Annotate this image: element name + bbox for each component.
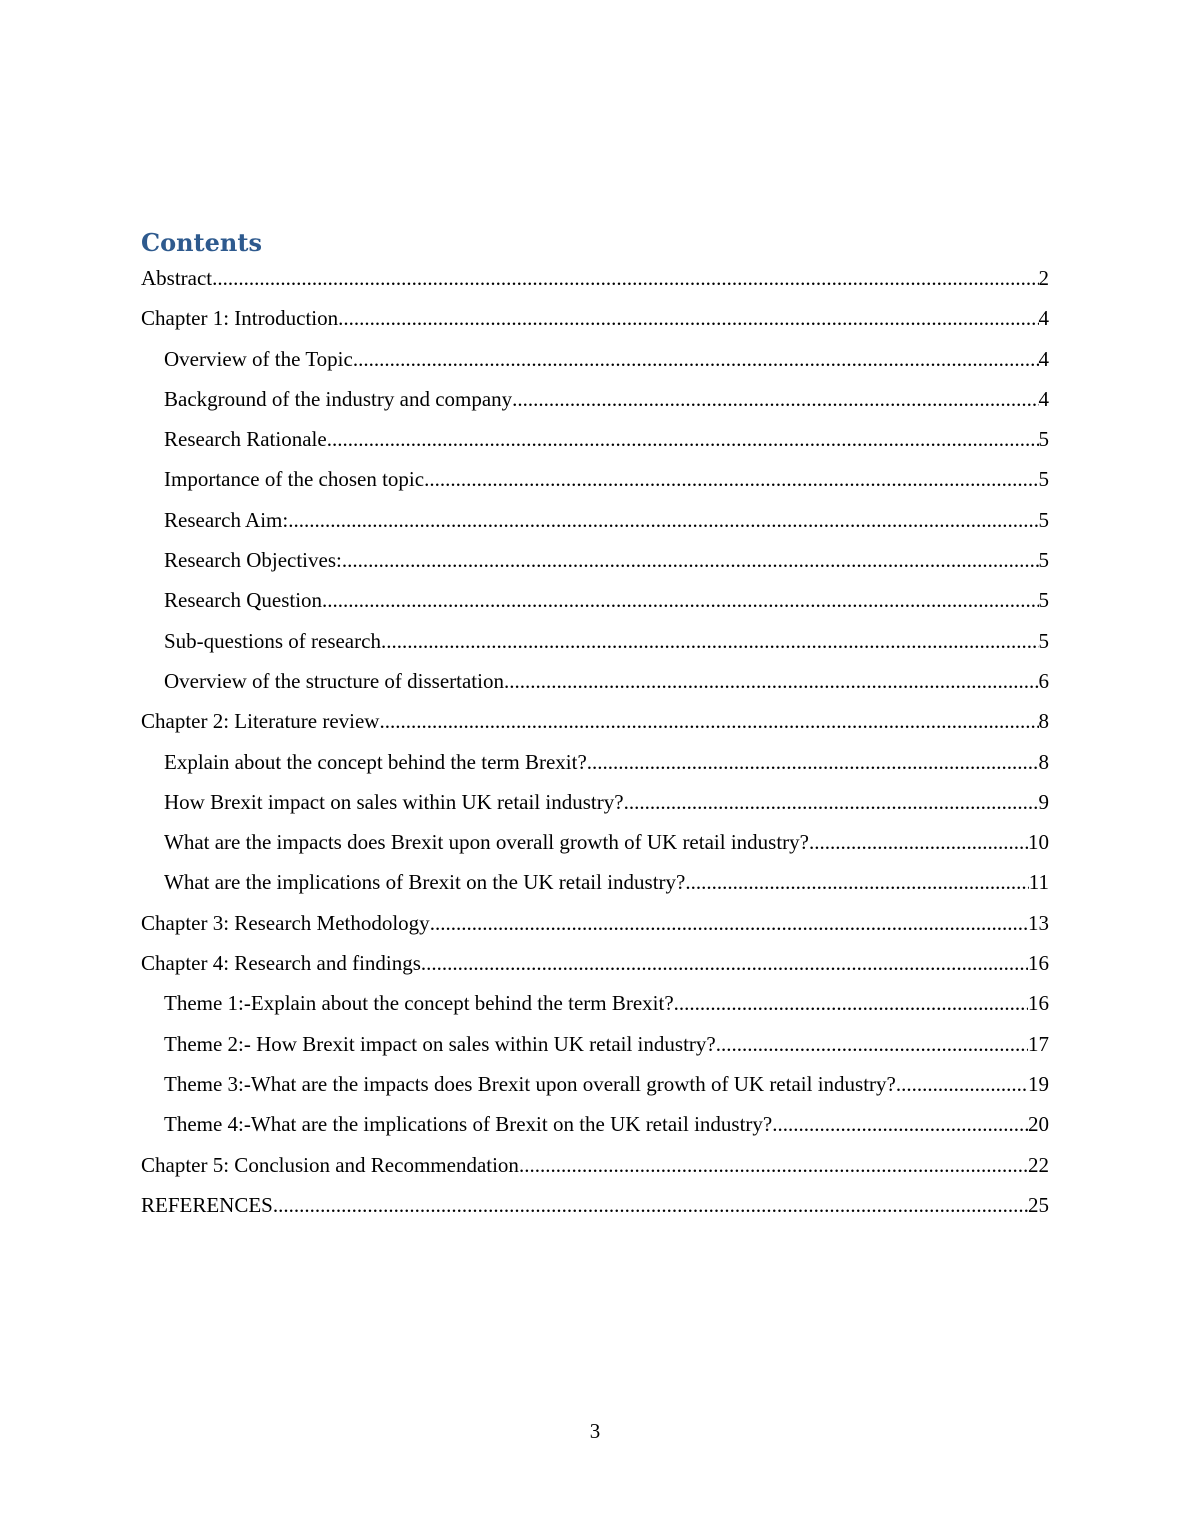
toc-entry-title: Sub-questions of research bbox=[164, 628, 381, 653]
toc-heading: Contents bbox=[141, 228, 262, 257]
toc-entry-page: 5 bbox=[1038, 507, 1049, 532]
toc-entry-title: Theme 1:-Explain about the concept behind the term Brexit? bbox=[164, 991, 674, 1016]
toc-entry-title: Importance of the chosen topic bbox=[164, 467, 425, 492]
toc-entry[interactable] bbox=[141, 1068, 1049, 1108]
toc-entry[interactable] bbox=[141, 987, 1049, 1027]
toc-entry-page: 5 bbox=[1038, 548, 1049, 573]
toc-entry-page: 5 bbox=[1038, 588, 1049, 613]
toc-entry[interactable] bbox=[141, 665, 1049, 705]
toc-dot-leader bbox=[504, 665, 1039, 697]
toc-entry-page: 9 bbox=[1038, 789, 1049, 814]
page-number: 3 bbox=[589, 1419, 601, 1443]
toc-dot-leader bbox=[674, 987, 1028, 1019]
toc-entry-title: Overview of the structure of dissertation bbox=[164, 668, 504, 693]
toc-entry[interactable] bbox=[141, 1108, 1049, 1148]
toc-entry-title: Research Question bbox=[164, 588, 323, 613]
toc-entry-title: Theme 2:- How Brexit impact on sales within UK retail industry? bbox=[164, 1031, 716, 1056]
toc-dot-leader bbox=[519, 1149, 1028, 1181]
toc-entry[interactable] bbox=[141, 746, 1049, 786]
toc-entry-title: Chapter 3: Research Methodology bbox=[141, 910, 430, 935]
toc-entry[interactable] bbox=[141, 826, 1049, 866]
toc-entry-title: How Brexit impact on sales within UK retail industry? bbox=[164, 789, 624, 814]
toc-entry[interactable] bbox=[141, 1149, 1049, 1189]
toc-entry-title: Research Objectives: bbox=[164, 548, 342, 573]
toc-dot-leader bbox=[424, 463, 1038, 495]
toc-entry-title: Chapter 2: Literature review bbox=[141, 709, 380, 734]
toc-dot-leader bbox=[338, 302, 1038, 334]
toc-entry[interactable] bbox=[141, 866, 1049, 906]
toc-dot-leader bbox=[685, 866, 1028, 898]
toc-entry-page: 19 bbox=[1028, 1071, 1049, 1096]
toc-entry-page: 16 bbox=[1028, 951, 1049, 976]
toc-entry[interactable] bbox=[141, 302, 1049, 342]
toc-entry-page: 10 bbox=[1028, 830, 1049, 855]
toc-dot-leader bbox=[421, 947, 1028, 979]
toc-dot-leader bbox=[212, 262, 1038, 294]
toc-entry[interactable] bbox=[141, 705, 1049, 745]
toc-entry-title: What are the impacts does Brexit upon overall growth of UK retail industry? bbox=[164, 830, 809, 855]
toc-entry-page: 16 bbox=[1028, 991, 1049, 1016]
toc-entry-title: Background of the industry and company bbox=[164, 386, 513, 411]
toc-dot-leader bbox=[379, 705, 1038, 737]
toc-entry-page: 5 bbox=[1038, 427, 1049, 452]
toc-dot-leader bbox=[716, 1028, 1028, 1060]
toc-entry[interactable] bbox=[141, 1189, 1049, 1229]
toc-dot-leader bbox=[322, 584, 1038, 616]
toc-entry-title: REFERENCES bbox=[141, 1192, 273, 1217]
toc-dot-leader bbox=[512, 383, 1038, 415]
toc-dot-leader bbox=[587, 746, 1039, 778]
toc-entry-page: 6 bbox=[1038, 668, 1049, 693]
toc-entry[interactable] bbox=[141, 343, 1049, 383]
toc-entry-title: Theme 3:-What are the impacts does Brexit upon overall growth of UK retail industry? bbox=[164, 1071, 896, 1096]
toc-dot-leader bbox=[353, 343, 1039, 375]
toc-dot-leader bbox=[342, 544, 1039, 576]
toc-dot-leader bbox=[273, 1189, 1028, 1221]
toc-entry-title: Research Aim: bbox=[164, 507, 289, 532]
toc-entry-page: 5 bbox=[1038, 467, 1049, 492]
toc-entry-page: 4 bbox=[1038, 346, 1049, 371]
toc-entry-page: 4 bbox=[1038, 306, 1049, 331]
toc-entry-page: 11 bbox=[1028, 870, 1049, 895]
toc-entry-page: 17 bbox=[1028, 1031, 1049, 1056]
toc-dot-leader bbox=[772, 1108, 1028, 1140]
toc-entry-title: Chapter 1: Introduction bbox=[141, 306, 339, 331]
toc-dot-leader bbox=[327, 423, 1039, 455]
table-of-contents bbox=[141, 262, 1049, 1229]
toc-entry-title: What are the implications of Brexit on the UK retail industry? bbox=[164, 870, 686, 895]
toc-entry-page: 8 bbox=[1038, 709, 1049, 734]
toc-entry-title: Overview of the Topic bbox=[164, 346, 353, 371]
toc-entry-page: 5 bbox=[1038, 628, 1049, 653]
toc-dot-leader bbox=[430, 907, 1028, 939]
toc-dot-leader bbox=[809, 826, 1028, 858]
toc-dot-leader bbox=[896, 1068, 1028, 1100]
toc-entry-page: 25 bbox=[1028, 1192, 1049, 1217]
toc-dot-leader bbox=[624, 786, 1039, 818]
toc-entry[interactable] bbox=[141, 544, 1049, 584]
toc-entry[interactable] bbox=[141, 947, 1049, 987]
toc-entry-page: 22 bbox=[1028, 1152, 1049, 1177]
toc-entry[interactable] bbox=[141, 1028, 1049, 1068]
toc-dot-leader bbox=[381, 625, 1039, 657]
toc-entry-title: Chapter 5: Conclusion and Recommendation bbox=[141, 1152, 519, 1177]
toc-dot-leader bbox=[288, 504, 1038, 536]
toc-entry-page: 2 bbox=[1038, 266, 1049, 290]
toc-entry-page: 4 bbox=[1038, 386, 1049, 411]
toc-entry[interactable] bbox=[141, 504, 1049, 544]
toc-entry-title: Research Rationale bbox=[164, 427, 327, 452]
toc-entry[interactable] bbox=[141, 423, 1049, 463]
toc-entry-page: 20 bbox=[1028, 1112, 1049, 1137]
toc-entry-title: Explain about the concept behind the term Brexit? bbox=[164, 749, 587, 774]
toc-entry[interactable] bbox=[141, 625, 1049, 665]
toc-entry-title: Theme 4:-What are the implications of Brexit on the UK retail industry? bbox=[164, 1112, 773, 1137]
toc-entry[interactable] bbox=[141, 383, 1049, 423]
toc-entry-title: Chapter 4: Research and findings bbox=[141, 951, 421, 976]
toc-entry[interactable] bbox=[141, 584, 1049, 624]
toc-entry[interactable] bbox=[141, 907, 1049, 947]
toc-entry-title: Abstract bbox=[141, 266, 213, 290]
toc-entry-page: 8 bbox=[1038, 749, 1049, 774]
toc-entry[interactable] bbox=[141, 262, 1049, 302]
toc-entry-page: 13 bbox=[1028, 910, 1049, 935]
toc-entry[interactable] bbox=[141, 786, 1049, 826]
toc-entry[interactable] bbox=[141, 463, 1049, 503]
